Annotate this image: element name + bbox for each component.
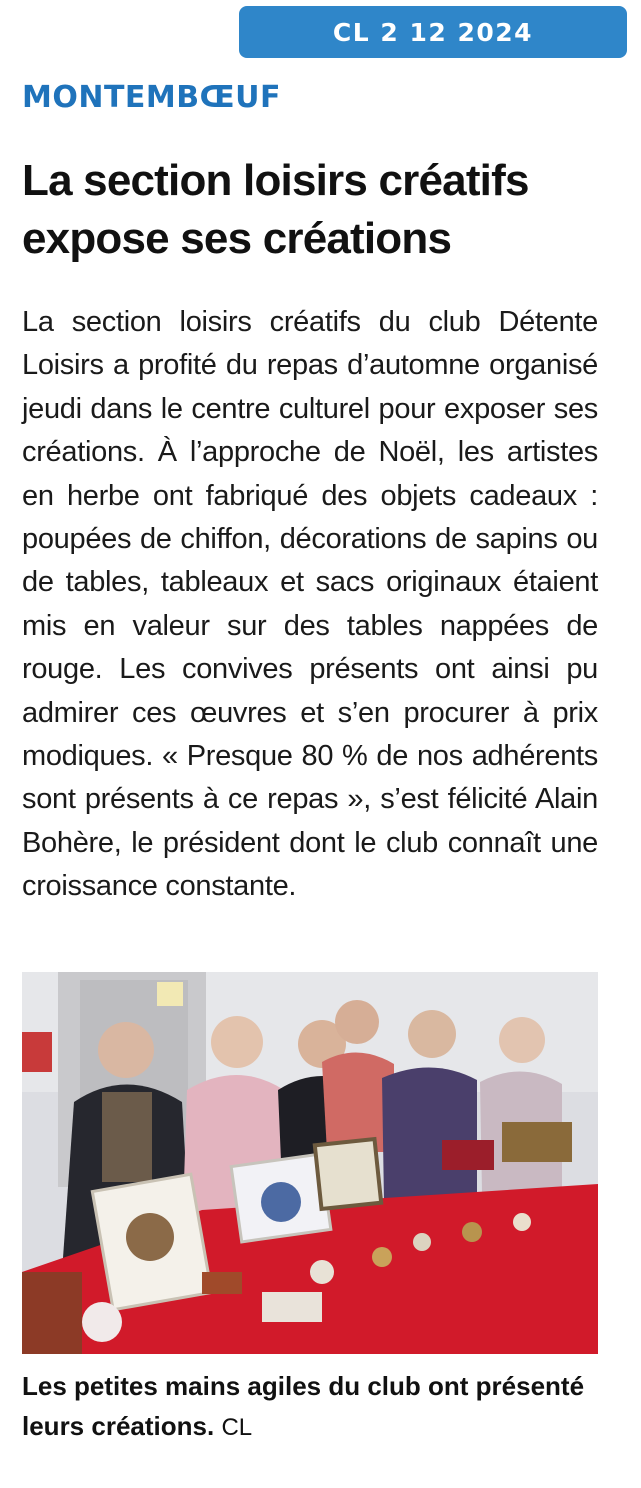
headline-line-1: La section loisirs créatifs — [22, 156, 529, 205]
caption-text: Les petites mains agiles du club ont présenté leurs créations. — [22, 1371, 585, 1441]
headline-line-2: expose ses créations — [22, 214, 452, 263]
article-photo — [22, 972, 598, 1354]
date-badge-text: CL 2 12 2024 — [332, 17, 534, 47]
photo-caption — [22, 1366, 612, 1448]
article-headline — [22, 152, 622, 268]
photo-credit: CL — [221, 1414, 253, 1441]
group-photo-illustration — [22, 972, 598, 1354]
location-heading: MONTEMBŒUF — [22, 80, 282, 115]
article-body: La section loisirs créatifs du club Détente Loisirs a profité du repas d’automne organisé jeudi dans le centre culturel pour exposer ses créations. À l’approche de Noël, les artistes en herbe ont fabriqué des objets cadeaux : poupées de chiffon, décorations de sapins ou de tables, tableaux et sacs originaux étaient mis en valeur sur des tables nappées de rouge. Les convives présents ont ainsi pu admirer ces œuvres et s’en procurer à prix modiques. « Presque 80 % de nos adhérents sont présents à ce repas », s’est félicité Alain Bohère, le président dont le club connaît une croissance constante. — [22, 306, 598, 903]
date-badge — [239, 6, 627, 58]
